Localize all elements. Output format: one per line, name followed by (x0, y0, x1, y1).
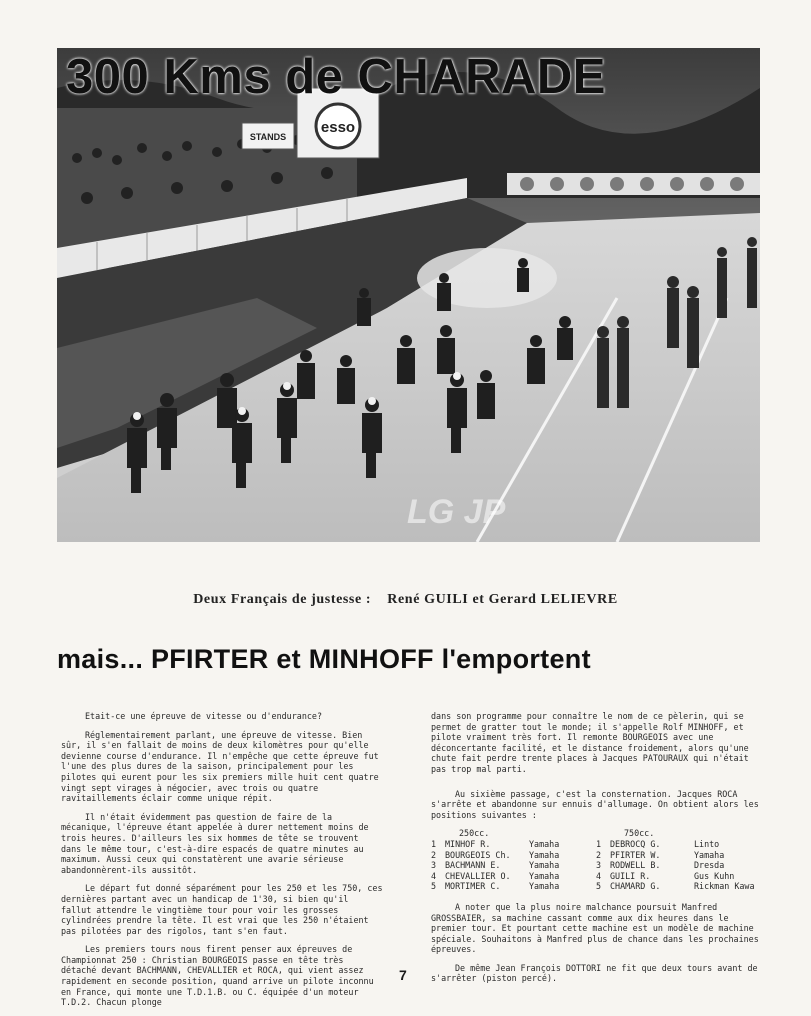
result-row: 4 GUILI R. Gus Kuhn (596, 870, 735, 881)
sponsor-banner-text: esso (320, 119, 356, 136)
results-750-list (596, 839, 761, 892)
result-row: 4 CHEVALLIER O. Yamaha (431, 870, 560, 881)
paragraph: Le départ fut donné séparément pour les 250 et les 750, ces dernières partant avec un handicap de 1'30, si bien qu'il fallut attendre le vingtième tour pour voir les grosses cylindrées prendre la tête. Il est vrai que les 250 n'étaient pas pilotées par des rigolos, tant s'en faut. (61, 883, 383, 936)
race-start-photo (57, 48, 760, 542)
page-number: 7 (399, 967, 407, 983)
article-title: mais... PFIRTER et MINHOFF l'emportent (57, 644, 591, 674)
paragraph: De même Jean François DOTTORI ne fit que deux tours avant de s'arrêter (piston percé). (431, 962, 758, 984)
result-row: 5 CHAMARD G. Rickman Kawa (596, 881, 755, 892)
results-table (431, 828, 761, 892)
text-column-right (431, 711, 761, 992)
result-row: 5 MORTIMER C. Yamaha (431, 881, 560, 892)
class-250-heading: 250cc. (459, 828, 490, 839)
paragraph: Au sixième passage, c'est la consternation. Jacques ROCA s'arrête et abandonne sur ennuis d'allumage. On obtient alors les positions suivantes : (431, 788, 759, 820)
result-row: 3 RODWELL B. Dresda (596, 860, 725, 871)
results-250-list (431, 839, 596, 892)
text-column-left (61, 711, 383, 1016)
result-row: 2 BOURGEOIS Ch. Yamaha (431, 849, 560, 860)
result-row: 2 PFIRTER W. Yamaha (596, 849, 725, 860)
subheadline-left: Deux Français de justesse : (193, 592, 372, 607)
subheadline-right: René GUILI et Gerard LELIEVRE (387, 592, 618, 607)
class-750-heading: 750cc. (624, 828, 655, 839)
stands-banner-text: STANDS (249, 132, 287, 142)
result-row: 1 DEBROCQ G. Linto (596, 838, 720, 849)
paragraph: Il n'était évidemment pas question de faire de la mécanique, l'épreuve étant appelée à durer nettement moins de trois heures. D'ailleurs les six hommes de tête se trouvent dans le même tour, c'est-à-dire espacés de quatre minutes au maximum. Aussi ceux qui constatèrent une avarie sérieuse abandonnèrent-ils aussitôt. (61, 811, 369, 875)
subheadline (0, 592, 811, 608)
paragraph: Réglementairement parlant, une épreuve de vitesse. Bien sûr, il s'en fallait de moins de deux kilomètres pour qu'elle devienne course d'endurance. Il n'empêche que cette épreuve fut l'une des plus dures de la saison, principalement pour les pilotes qui eurent pour les six premiers mille huit cent quatre vingt sept virages à négocier, avec trois ou quatre ravitaillements éclair comme unique répit. (61, 729, 379, 804)
page-headline: 300 Kms de CHARADE (66, 50, 606, 104)
paragraph: dans son programme pour connaître le nom de ce pèlerin, qui se permet de gratter tout le monde; il s'appelle Rolf MINHOFF, et pilote vraiment très fort. Il remonte BOURGEOIS avec une déconcertante facilité, et le distance froidement, alors qu'une chute fait perdre trente places à Jacques PATOURAUX qui n'était pas trop mal parti. (431, 711, 749, 774)
paragraph: A noter que la plus noire malchance poursuit Manfred GROSSBAIER, sa machine cassant comme aux dix heures dans le premier tour. Et pourtant cette machine est un modèle de machine spéciale. Souhaitons à Manfred plus de chance dans les prochaines épreuves. (431, 901, 759, 955)
result-row: 3 BACHMANN E. Yamaha (431, 860, 560, 871)
paragraph: Les premiers tours nous firent penser aux épreuves de Championnat 250 : Christian BOURGEOIS passe en tête très détaché devant BACHMANN, CHEVALLIER et ROCA, qui vient assez rapidement en seconde position, quand arrive un pilote inconnu en France, qui monte une T.D.1.B. ou C. équipée d'un moteur T.D.2. Chacun plonge (61, 944, 374, 1008)
result-row: 1 MINHOF R. Yamaha (431, 838, 560, 849)
watermark-text: LG JP (407, 493, 506, 531)
paragraph: Etait-ce une épreuve de vitesse ou d'endurance? (85, 711, 322, 721)
